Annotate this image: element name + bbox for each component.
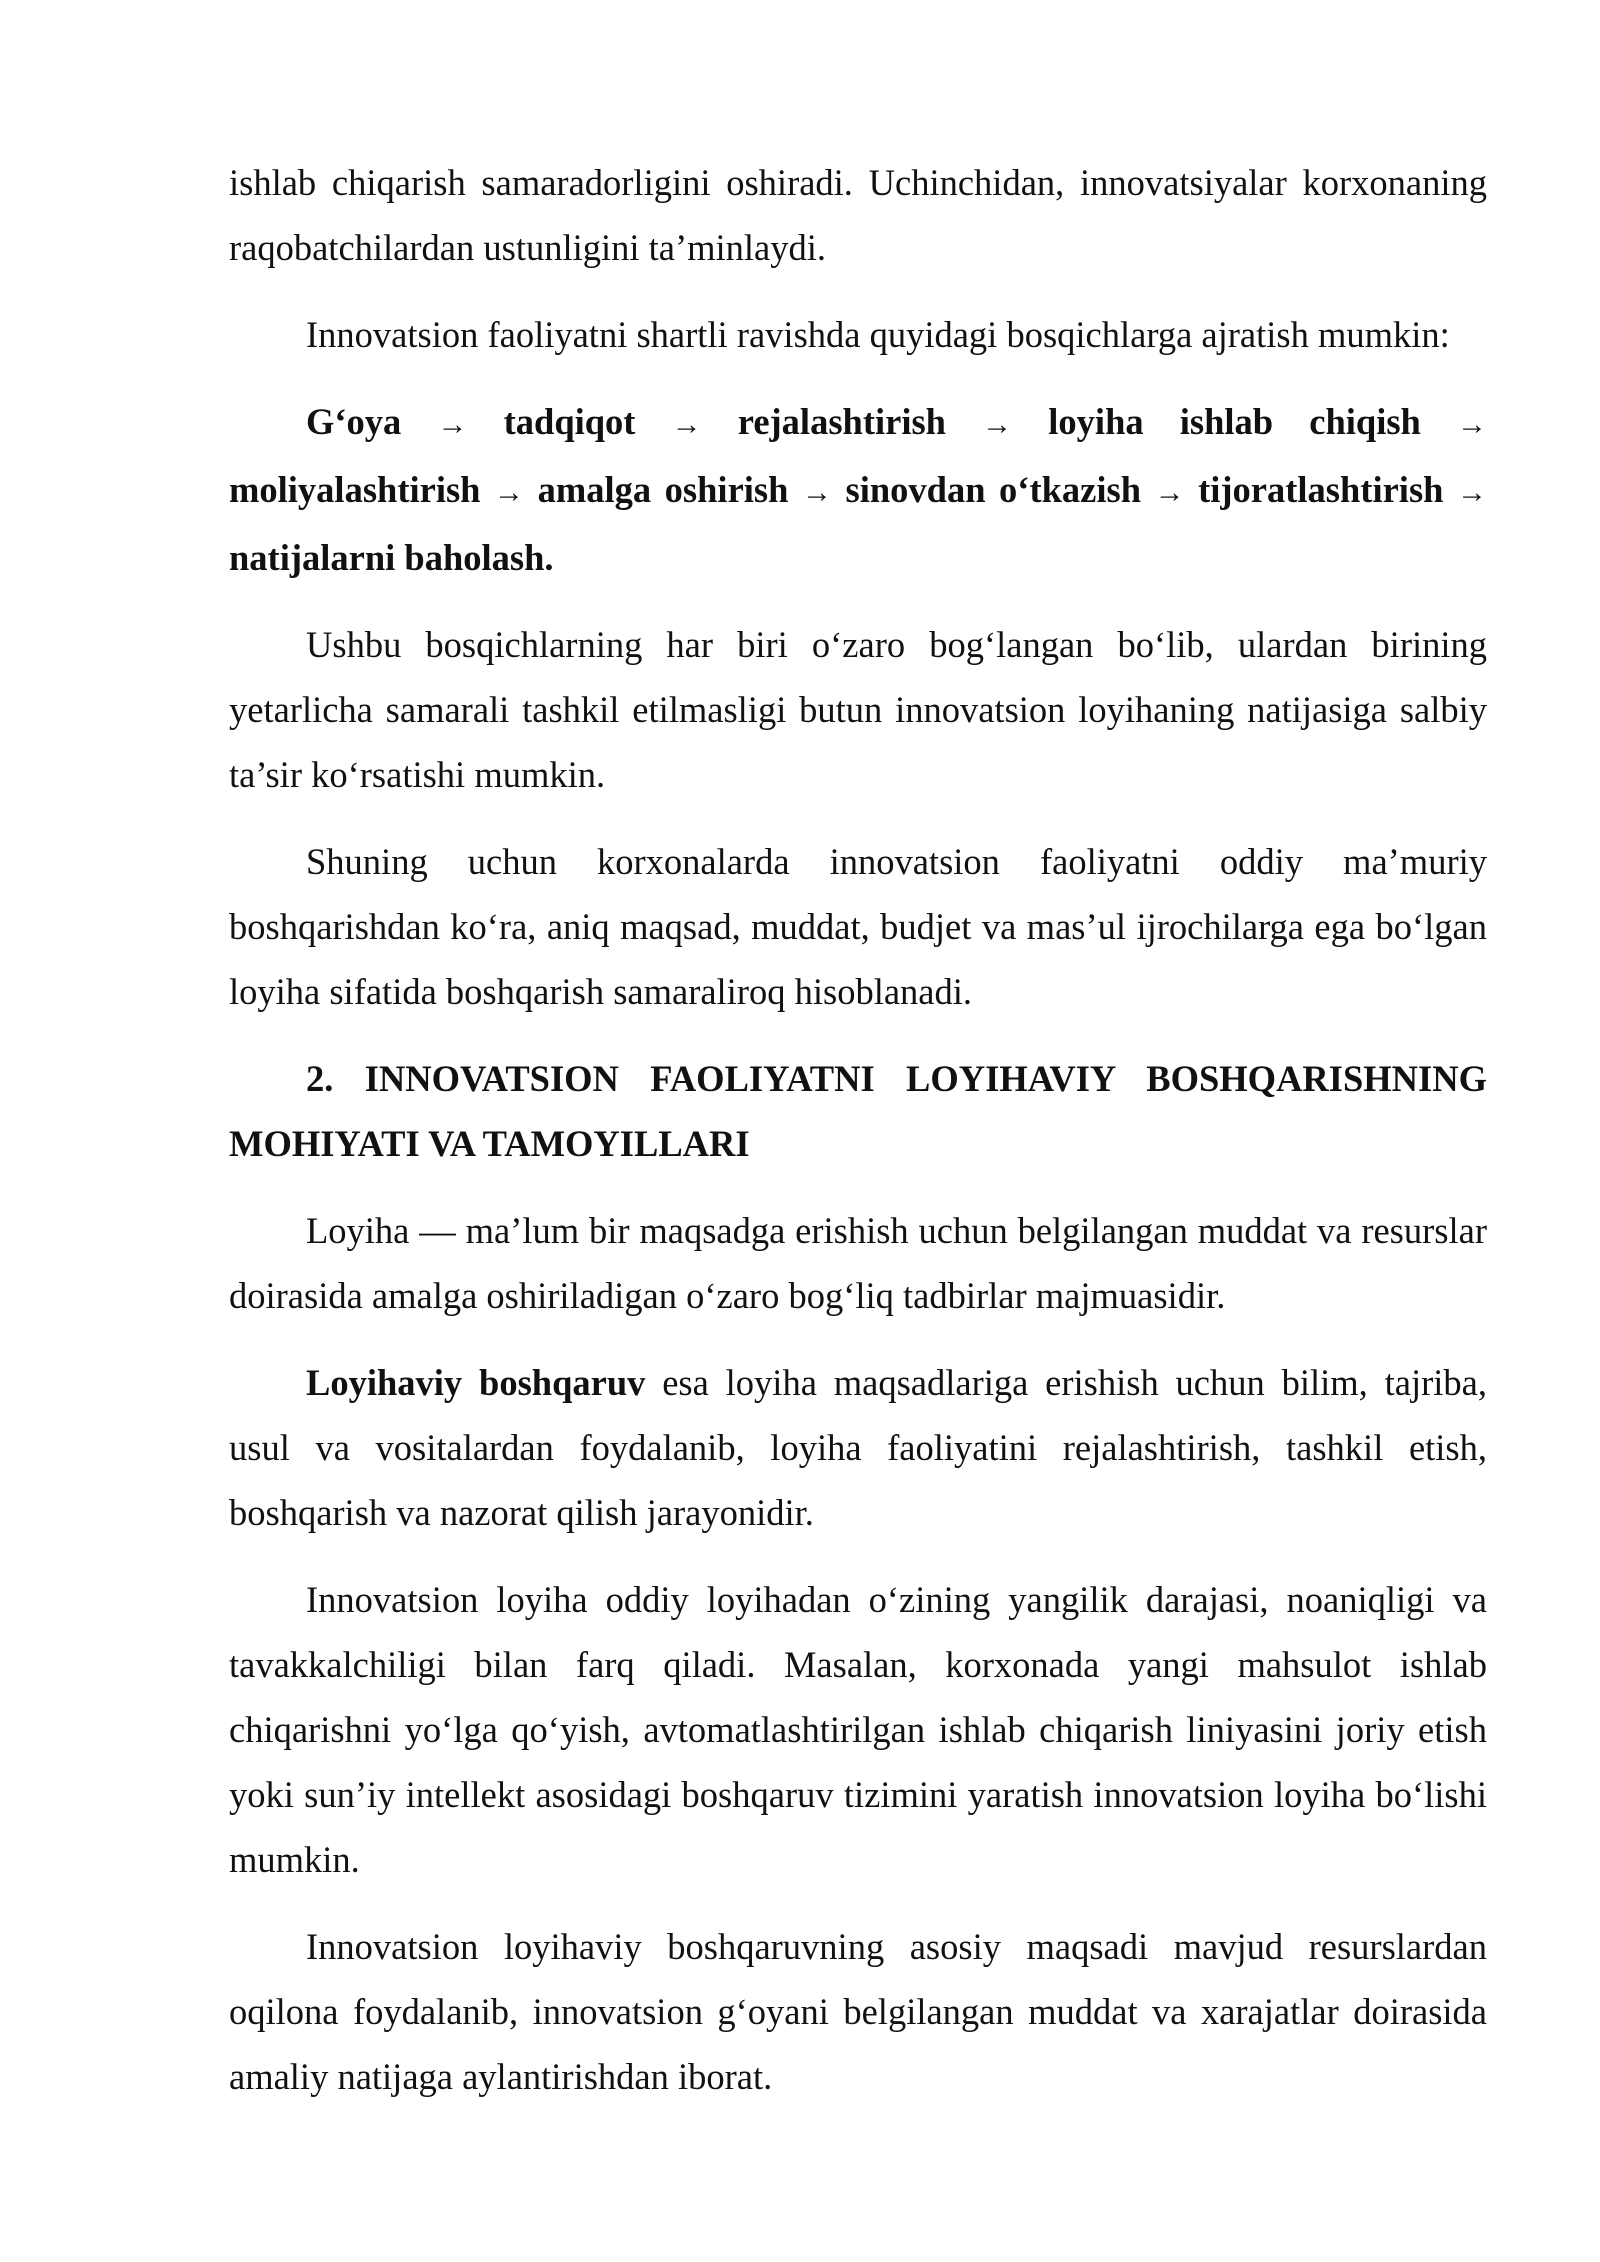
paragraph-project-management-definition: [229, 1350, 1487, 1545]
paragraph-innovative-project: Innovatsion loyiha oddiy loyihadan o‘zining yangilik darajasi, noaniqligi va tavakkalchiligi bilan farq qiladi. Masalan, korxonada yangi mahsulot ishlab chiqarishni yo‘lga qo‘yish, avtomatlashtirilgan ishlab chiqarish liniyasini joriy etish yoki sun’iy intellekt asosidagi boshqaruv tizimini yaratish innovatsion loyiha bo‘lishi mumkin.: [229, 1579, 1487, 1880]
stage-commercialization: tijoratlashtirish: [1198, 469, 1444, 510]
arrow-icon: →: [494, 476, 525, 509]
paragraph-project-management-rationale: Shuning uchun korxonalarda innovatsion faoliyatni oddiy ma’muriy boshqarishdan ko‘ra, aniq maqsad, muddat, budjet va mas’ul ijrochilarga ega bo‘lgan loyiha sifatida boshqarish samaraliroq hisoblanadi.: [229, 841, 1487, 1012]
stages-sequence: [229, 389, 1487, 590]
definition-text: esa loyiha maqsadlariga erishish uchun bilim, tajriba, usul va vositalardan foydalanib, loyiha faoliyatini rejalashtirish, tashkil etish, boshqarish va nazorat qilish jarayonidir.: [229, 1362, 1487, 1533]
term-project-management: Loyihaviy boshqaruv: [306, 1362, 646, 1403]
stage-idea: G‘oya: [306, 401, 402, 442]
stage-testing: sinovdan o‘tkazish: [845, 469, 1142, 510]
arrow-icon: →: [1457, 408, 1487, 441]
arrow-icon: →: [1457, 476, 1487, 509]
paragraph-intro-continuation: ishlab chiqarish samaradorligini oshiradi. Uchinchidan, innovatsiyalar korxonaning raqobatchilardan ustunligini ta’minlaydi.: [229, 162, 1487, 268]
arrow-icon: →: [1154, 476, 1185, 509]
arrow-icon: →: [671, 408, 702, 441]
arrow-icon: →: [801, 476, 832, 509]
arrow-icon: →: [982, 408, 1013, 441]
paragraph-project-definition: Loyiha — ma’lum bir maqsadga erishish uchun belgilangan muddat va resurslar doirasida amalga oshiriladigan o‘zaro bog‘liq tadbirlar majmuasidir.: [229, 1210, 1487, 1316]
paragraph-main-goal: Innovatsion loyihaviy boshqaruvning asosiy maqsadi mavjud resurslardan oqilona foydalanib, innovatsion g‘oyani belgilangan muddat va xarajatlar doirasida amaliy natijaga aylantirishdan iborat.: [229, 1926, 1487, 2097]
arrow-icon: →: [437, 408, 468, 441]
stage-financing: moliyalashtirish: [229, 469, 481, 510]
paragraph-stages-intro: Innovatsion faoliyatni shartli ravishda quyidagi bosqichlarga ajratish mumkin:: [306, 314, 1450, 355]
stage-evaluation: natijalarni baholash.: [229, 537, 554, 578]
section-heading: 2. INNOVATSION FAOLIYATNI LOYIHAVIY BOSHQARISHNING MOHIYATI VA TAMOYILLARI: [229, 1058, 1487, 1164]
stage-planning: rejalashtirish: [737, 401, 946, 442]
document-page: [229, 150, 1487, 2131]
stage-research: tadqiqot: [503, 401, 636, 442]
stage-project-development: loyiha ishlab chiqish: [1048, 401, 1421, 442]
stage-implementation: amalga oshirish: [537, 469, 789, 510]
paragraph-stages-interconnected: Ushbu bosqichlarning har biri o‘zaro bog‘langan bo‘lib, ulardan birining yetarlicha samarali tashkil etilmasligi butun innovatsion loyihaning natijasiga salbiy ta’sir ko‘rsatishi mumkin.: [229, 624, 1487, 795]
